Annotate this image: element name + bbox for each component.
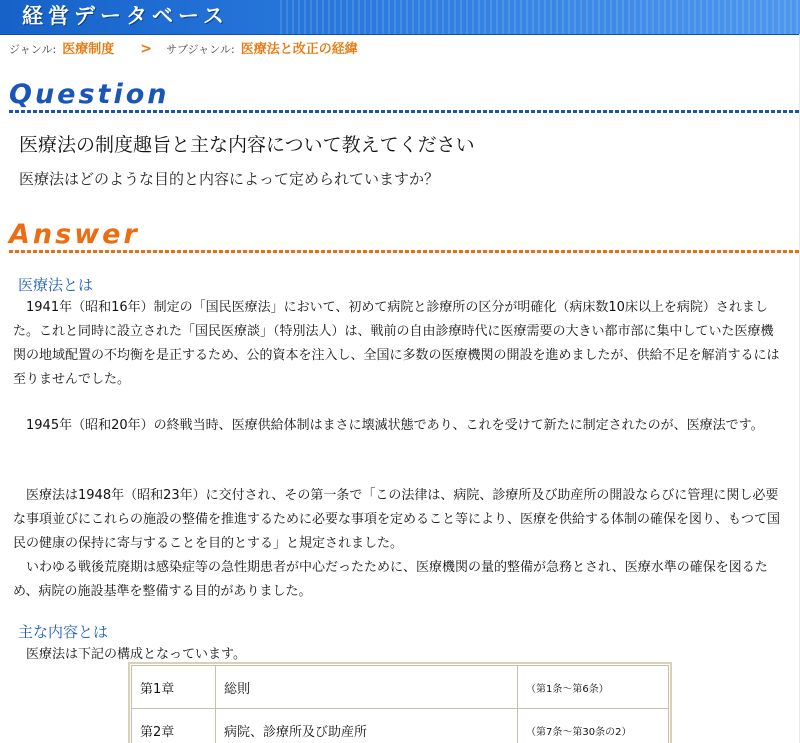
breadcrumb-separator: > — [140, 41, 152, 57]
subgenre-label: サブジャンル: — [165, 43, 235, 56]
answer-divider — [9, 250, 800, 253]
subgenre-link[interactable]: 医療法と改正の経緯 — [240, 42, 358, 57]
header-banner — [0, 0, 800, 35]
answer-heading — [9, 220, 800, 260]
question-title: 医療法の制度趣旨と主な内容について教えてください — [19, 134, 475, 156]
section-heading-iryouhou: 医療法とは — [18, 276, 94, 294]
genre-link[interactable]: 医療制度 — [62, 42, 115, 57]
question-divider — [9, 110, 800, 113]
question-heading-text: Question — [9, 79, 170, 110]
table-cell-name: 総則 — [216, 666, 518, 709]
table-cell-range: （第1条～第6条） — [518, 666, 669, 709]
section-intro: 医療法は下記の構成となっています。 — [13, 647, 246, 662]
section-heading-main-content: 主な内容とは — [18, 623, 109, 641]
site-title: 経営データベース — [22, 4, 229, 28]
table-cell-chapter: 第2章 — [132, 709, 216, 743]
structure-table — [131, 665, 669, 743]
table-cell-range: （第7条～第30条の2） — [518, 709, 669, 743]
table-cell-name: 病院、診療所及び助産所 — [216, 709, 518, 743]
question-subtitle: 医療法はどのような目的と内容によって定められていますか？ — [19, 170, 440, 188]
table-row — [132, 666, 669, 709]
table-row — [132, 709, 669, 743]
genre-label: ジャンル: — [9, 43, 57, 56]
answer-paragraph-1: 1941年（昭和16年）制定の「国民医療法」において、初めて病院と診療所の区分が明確化（病床数10床以上を病院）されました。これと同時に設立された「国民医療談」（特別法人）は、戦前の自由診療時代に医療需要の大きい都市部に集中していた医療機関の地域配置の不均衡を是正するため、公的資本を注入し、全国に多数の医療機関の開設を進めましたが、供給不足を解消するには至りませんでした。 — [13, 300, 780, 387]
answer-paragraph-3: 医療法は1948年（昭和23年）に交付され、その第一条で「この法律は、病院、診療所及び助産所の開設ならびに管理に関し必要な事項並びにこれらの施設の整備を推進するために必要な事項を定めること等により、医療を供給する体制の確保を図り、もつて国民の健康の保持に寄与することを目的とする」と規定されました。 いわゆる戦後荒廃期は感染症等の急性期患者が中心だったために、医療機関の量的整備が急務とされ、医療水準の確保を図るため、病院の施設基準を整備する目的がありました。 — [13, 488, 781, 599]
table-cell-chapter: 第1章 — [132, 666, 216, 709]
question-heading — [9, 80, 800, 120]
answer-paragraph-2: 1945年（昭和20年）の終戦当時、医療供給体制はまさに壊滅状態であり、これを受けて新たに制定されたのが、医療法です。 — [13, 418, 764, 433]
banner-decoration — [280, 0, 800, 34]
answer-heading-text: Answer — [9, 219, 140, 250]
breadcrumb — [9, 38, 358, 58]
